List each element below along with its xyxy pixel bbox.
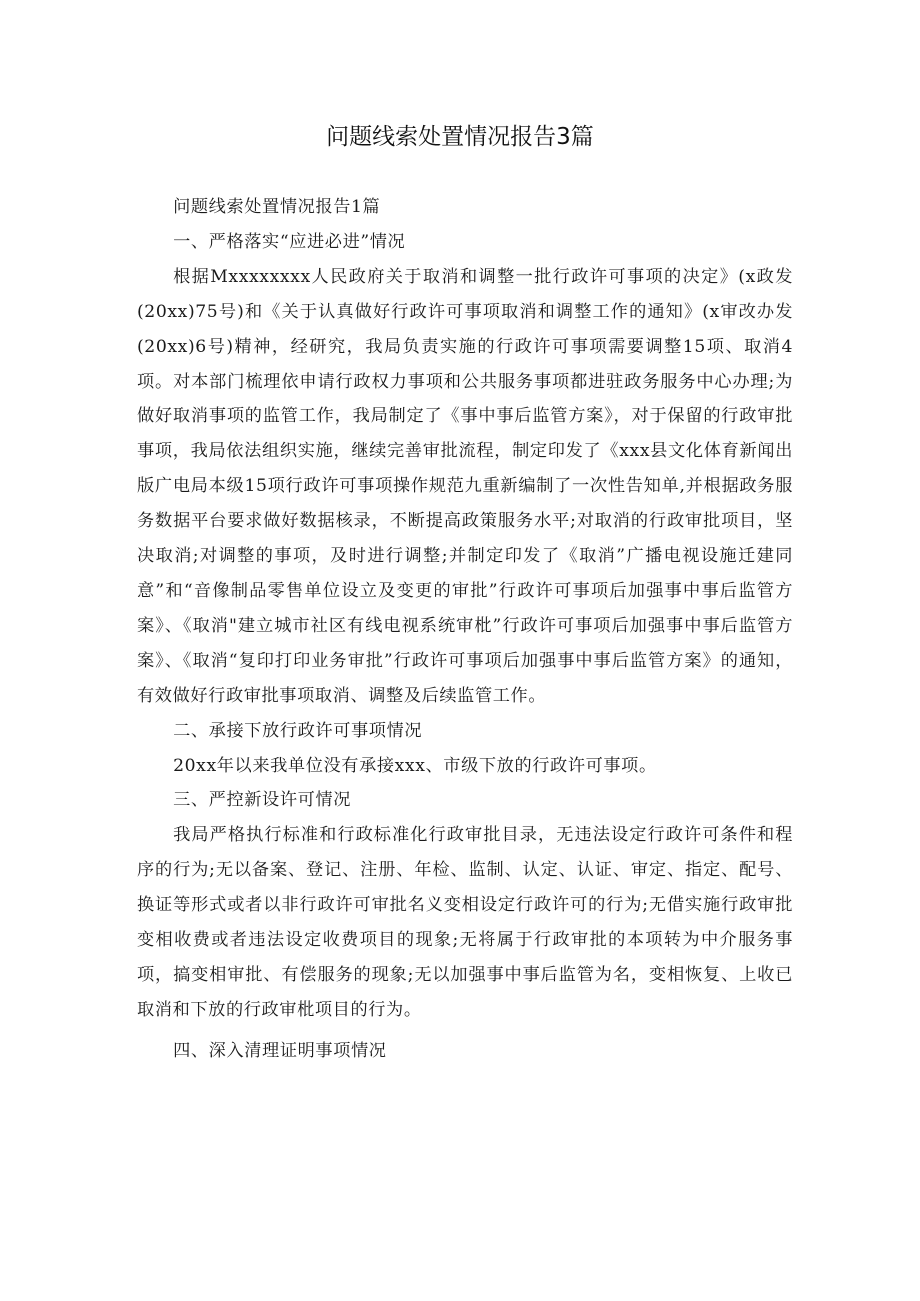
section-2-heading: 二、承接下放行政许可事项情况	[173, 720, 423, 741]
section-3-paragraph: 我局严格执行标准和行政标准化行政审批目录，无违法设定行政许可条件和程序的行为;无以备案、登记、注册、年检、监制、认定、认证、审定、指定、配号、换证等形式或者以非行政许可审批名义变相设定行政许可的行为;无借实施行政审批变相收费或者违法设定收费项目的现象;无将属于行政审批的本项转为中介服务事项，搞变相审批、有偿服务的现象;无以加强事中事后监管为名，变相恢复、上收已取消和下放的行政审枇项目的行为。	[137, 825, 793, 1020]
document-body	[137, 190, 793, 1069]
section-1-heading: 一、严格落实“应进必进”情况	[173, 231, 406, 252]
section-3-heading: 三、严控新设许可情况	[173, 790, 351, 811]
section-1-paragraph: 根据Mxxxxxxxx人民政府关于取消和调整一批行政许可事项的决定》(x政发(20xx)75号)和《关于认真做好行政许可事项取消和调整工作的通知》(x审改办发(20xx)6号)精神，经研究，我局负责实施的行政许可事项需要调整15项、取消4项。对本部门梳理依申请行政权力事项和公共服务事项都进驻政务服务中心办理;为做好取消事项的监管工作，我局制定了《事中事后监管方案》，对于保留的行政审批事项，我局依法组织实施，继续完善审批流程，制定印发了《xxx县文化体育新闻出版广电局本级15项行政许可事项操作规范九重新编制了一次性告知单,并根据政务服务数据平台要求做好数据核录，不断提高政策服务水平;对取消的行政审批项目，坚决取消;对调整的事项，及时进行调整;并制定印发了《取消”广播电视设施迁建同意”和“音像制品零售单位设立及变更的审批”行政许可事项后加强事中事后监管方案》、《取消"建立城市社区有线电视系统审枇”行政许可事项后加强事中事后监管方案》、《取消“复印打印业务审批”行政许可事项后加强事中事后监管方案》的通知，有效做好行政审批事项取消、调整及后续监管工作。	[137, 266, 793, 706]
subtitle: 问题线索处置情况报告1篇	[173, 197, 381, 217]
section-2-paragraph: 20xx年以来我单位没有承接xxx、市级下放的行政许可事项。	[173, 755, 657, 776]
document-title: 问题线索处置情况报告3篇	[326, 124, 594, 150]
section-4-heading: 四、深入清理证明事项情况	[173, 1040, 387, 1061]
